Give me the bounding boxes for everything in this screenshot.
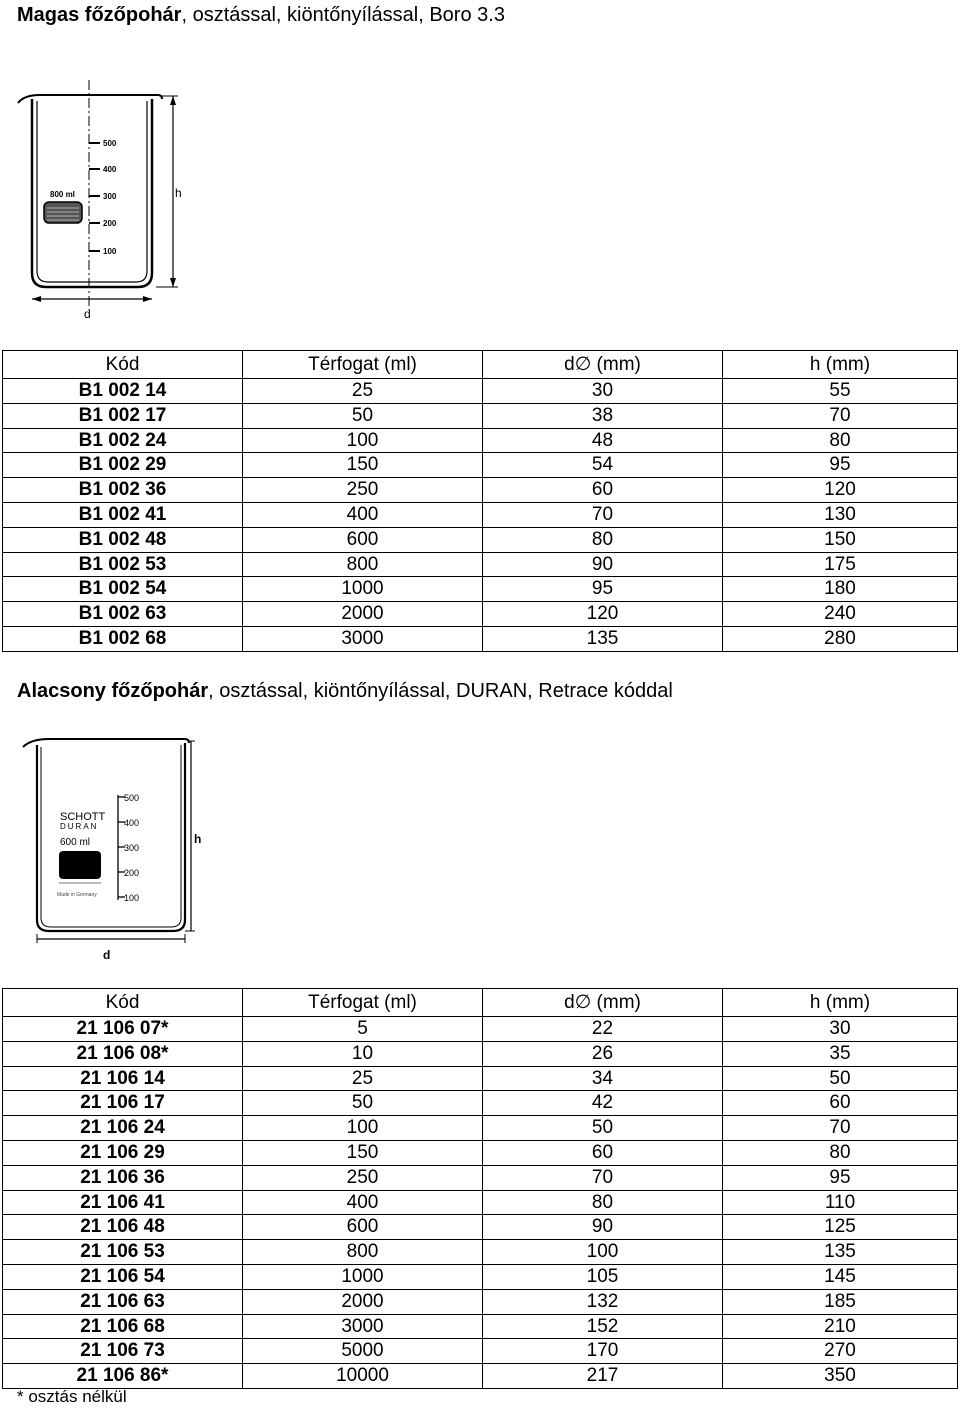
cell-code: B1 002 29 <box>3 453 243 478</box>
cell-height: 120 <box>723 478 958 503</box>
cell-volume: 5000 <box>243 1339 483 1364</box>
table-row <box>3 1264 958 1289</box>
header-diameter: d∅ (mm) <box>483 989 723 1017</box>
cell-diameter: 30 <box>483 379 723 404</box>
cell-height: 95 <box>723 453 958 478</box>
cell-height: 30 <box>723 1017 958 1042</box>
cell-volume: 3000 <box>243 626 483 651</box>
cell-volume: 25 <box>243 1066 483 1091</box>
cell-height: 80 <box>723 428 958 453</box>
volume-label: 800 ml <box>50 190 75 199</box>
section-title-tall-beaker <box>17 4 505 27</box>
cell-height: 150 <box>723 527 958 552</box>
cell-volume: 400 <box>243 1190 483 1215</box>
cell-volume: 600 <box>243 527 483 552</box>
table-row <box>3 577 958 602</box>
cell-code: B1 002 53 <box>3 552 243 577</box>
grad-label: 200 <box>124 868 140 878</box>
cell-diameter: 100 <box>483 1240 723 1265</box>
cell-diameter: 70 <box>483 502 723 527</box>
table-row <box>3 1066 958 1091</box>
cell-volume: 150 <box>243 1140 483 1165</box>
grad-label: 100 <box>124 893 140 903</box>
h-label: h <box>175 186 182 200</box>
cell-diameter: 34 <box>483 1066 723 1091</box>
cell-code: 21 106 63 <box>3 1289 243 1314</box>
table-row <box>3 502 958 527</box>
header-volume: Térfogat (ml) <box>243 351 483 379</box>
tall-beaker-table <box>2 350 958 652</box>
cell-height: 280 <box>723 626 958 651</box>
cell-volume: 1000 <box>243 1264 483 1289</box>
grad-label: 300 <box>124 843 140 853</box>
cell-diameter: 95 <box>483 577 723 602</box>
cell-height: 270 <box>723 1339 958 1364</box>
cell-diameter: 42 <box>483 1091 723 1116</box>
cell-volume: 1000 <box>243 577 483 602</box>
table-header-row <box>3 989 958 1017</box>
header-diameter: d∅ (mm) <box>483 351 723 379</box>
cell-height: 80 <box>723 1140 958 1165</box>
table-row <box>3 1017 958 1042</box>
cell-height: 60 <box>723 1091 958 1116</box>
cell-diameter: 90 <box>483 552 723 577</box>
table-row <box>3 1140 958 1165</box>
cell-diameter: 54 <box>483 453 723 478</box>
table-row <box>3 626 958 651</box>
table-row <box>3 1339 958 1364</box>
section-title-rest: , osztással, kiöntőnyílással, Boro 3.3 <box>181 4 505 26</box>
d-label: d <box>84 307 91 321</box>
cell-code: B1 002 68 <box>3 626 243 651</box>
d-label: d <box>103 948 111 962</box>
table-row <box>3 1165 958 1190</box>
cell-height: 130 <box>723 502 958 527</box>
grad-label: 400 <box>103 165 117 174</box>
cell-volume: 50 <box>243 1091 483 1116</box>
cell-diameter: 38 <box>483 403 723 428</box>
cell-height: 240 <box>723 602 958 627</box>
table-row <box>3 1041 958 1066</box>
cell-diameter: 48 <box>483 428 723 453</box>
h-label: h <box>194 832 202 846</box>
cell-diameter: 217 <box>483 1364 723 1389</box>
cell-volume: 400 <box>243 502 483 527</box>
header-code: Kód <box>3 989 243 1017</box>
cell-code: B1 002 63 <box>3 602 243 627</box>
made-in-label: Made in Germany <box>57 892 97 898</box>
footnote: * osztás nélkül <box>17 1387 127 1406</box>
cell-code: 21 106 54 <box>3 1264 243 1289</box>
cell-volume: 250 <box>243 478 483 503</box>
table-body <box>3 379 958 652</box>
cell-code: 21 106 17 <box>3 1091 243 1116</box>
marking-field <box>59 851 101 879</box>
section-title-rest: , osztással, kiöntőnyílással, DURAN, Retrace kóddal <box>208 680 673 702</box>
cell-code: 21 106 29 <box>3 1140 243 1165</box>
cell-code: B1 002 41 <box>3 502 243 527</box>
cell-diameter: 22 <box>483 1017 723 1042</box>
cell-height: 50 <box>723 1066 958 1091</box>
cell-height: 70 <box>723 1116 958 1141</box>
cell-code: 21 106 36 <box>3 1165 243 1190</box>
cell-volume: 100 <box>243 428 483 453</box>
grad-label: 100 <box>103 247 117 256</box>
cell-height: 145 <box>723 1264 958 1289</box>
cell-diameter: 80 <box>483 527 723 552</box>
cell-code: B1 002 54 <box>3 577 243 602</box>
cell-volume: 2000 <box>243 1289 483 1314</box>
cell-diameter: 132 <box>483 1289 723 1314</box>
cell-volume: 800 <box>243 1240 483 1265</box>
cell-code: B1 002 17 <box>3 403 243 428</box>
cell-height: 55 <box>723 379 958 404</box>
table-row <box>3 1091 958 1116</box>
grad-label: 400 <box>124 818 140 828</box>
table-row <box>3 1364 958 1389</box>
cell-height: 350 <box>723 1364 958 1389</box>
header-height: h (mm) <box>723 351 958 379</box>
cell-volume: 800 <box>243 552 483 577</box>
table-row <box>3 1116 958 1141</box>
grad-label: 500 <box>124 793 140 803</box>
cell-height: 35 <box>723 1041 958 1066</box>
cell-height: 135 <box>723 1240 958 1265</box>
table-row <box>3 478 958 503</box>
header-height: h (mm) <box>723 989 958 1017</box>
cell-height: 110 <box>723 1190 958 1215</box>
tall-beaker-drawing <box>10 75 210 325</box>
cell-diameter: 60 <box>483 478 723 503</box>
brand-schott: SCHOTT <box>60 811 106 823</box>
low-beaker-table <box>2 988 958 1389</box>
cell-volume: 10 <box>243 1041 483 1066</box>
cell-volume: 3000 <box>243 1314 483 1339</box>
cell-diameter: 26 <box>483 1041 723 1066</box>
section-title-bold: Magas főzőpohár <box>17 4 182 26</box>
cell-volume: 100 <box>243 1116 483 1141</box>
section-title-bold: Alacsony főzőpohár <box>17 680 209 702</box>
cell-code: B1 002 24 <box>3 428 243 453</box>
cell-diameter: 105 <box>483 1264 723 1289</box>
cell-code: B1 002 36 <box>3 478 243 503</box>
cell-height: 175 <box>723 552 958 577</box>
cell-height: 70 <box>723 403 958 428</box>
cell-diameter: 90 <box>483 1215 723 1240</box>
cell-code: 21 106 86* <box>3 1364 243 1389</box>
table-row <box>3 527 958 552</box>
cell-volume: 600 <box>243 1215 483 1240</box>
cell-code: B1 002 48 <box>3 527 243 552</box>
cell-code: 21 106 48 <box>3 1215 243 1240</box>
cell-volume: 50 <box>243 403 483 428</box>
cell-volume: 250 <box>243 1165 483 1190</box>
cell-height: 210 <box>723 1314 958 1339</box>
cell-code: 21 106 24 <box>3 1116 243 1141</box>
table-row <box>3 428 958 453</box>
table-row <box>3 602 958 627</box>
cell-code: 21 106 73 <box>3 1339 243 1364</box>
volume-label: 600 ml <box>60 837 91 848</box>
cell-height: 125 <box>723 1215 958 1240</box>
cell-diameter: 60 <box>483 1140 723 1165</box>
grad-label: 300 <box>103 192 117 201</box>
cell-diameter: 170 <box>483 1339 723 1364</box>
cell-diameter: 120 <box>483 602 723 627</box>
table-row <box>3 1314 958 1339</box>
table-header-row <box>3 351 958 379</box>
cell-volume: 10000 <box>243 1364 483 1389</box>
cell-diameter: 152 <box>483 1314 723 1339</box>
cell-height: 95 <box>723 1165 958 1190</box>
cell-diameter: 50 <box>483 1116 723 1141</box>
cell-code: 21 106 14 <box>3 1066 243 1091</box>
table-row <box>3 552 958 577</box>
cell-height: 185 <box>723 1289 958 1314</box>
table-body <box>3 1017 958 1389</box>
cell-code: 21 106 41 <box>3 1190 243 1215</box>
cell-diameter: 80 <box>483 1190 723 1215</box>
cell-volume: 25 <box>243 379 483 404</box>
cell-code: B1 002 14 <box>3 379 243 404</box>
cell-code: 21 106 07* <box>3 1017 243 1042</box>
table-row <box>3 1289 958 1314</box>
section-title-low-beaker <box>17 680 673 703</box>
cell-volume: 5 <box>243 1017 483 1042</box>
table-row <box>3 1215 958 1240</box>
grad-label: 200 <box>103 219 117 228</box>
cell-code: 21 106 53 <box>3 1240 243 1265</box>
table-row <box>3 379 958 404</box>
cell-diameter: 135 <box>483 626 723 651</box>
table-row <box>3 1240 958 1265</box>
table-row <box>3 453 958 478</box>
low-beaker-drawing <box>15 735 235 965</box>
cell-code: 21 106 08* <box>3 1041 243 1066</box>
table-row <box>3 403 958 428</box>
header-code: Kód <box>3 351 243 379</box>
cell-volume: 2000 <box>243 602 483 627</box>
table-row <box>3 1190 958 1215</box>
brand-duran: DURAN <box>60 822 99 831</box>
cell-volume: 150 <box>243 453 483 478</box>
cell-code: 21 106 68 <box>3 1314 243 1339</box>
cell-height: 180 <box>723 577 958 602</box>
grad-label: 500 <box>103 139 117 148</box>
header-volume: Térfogat (ml) <box>243 989 483 1017</box>
cell-diameter: 70 <box>483 1165 723 1190</box>
